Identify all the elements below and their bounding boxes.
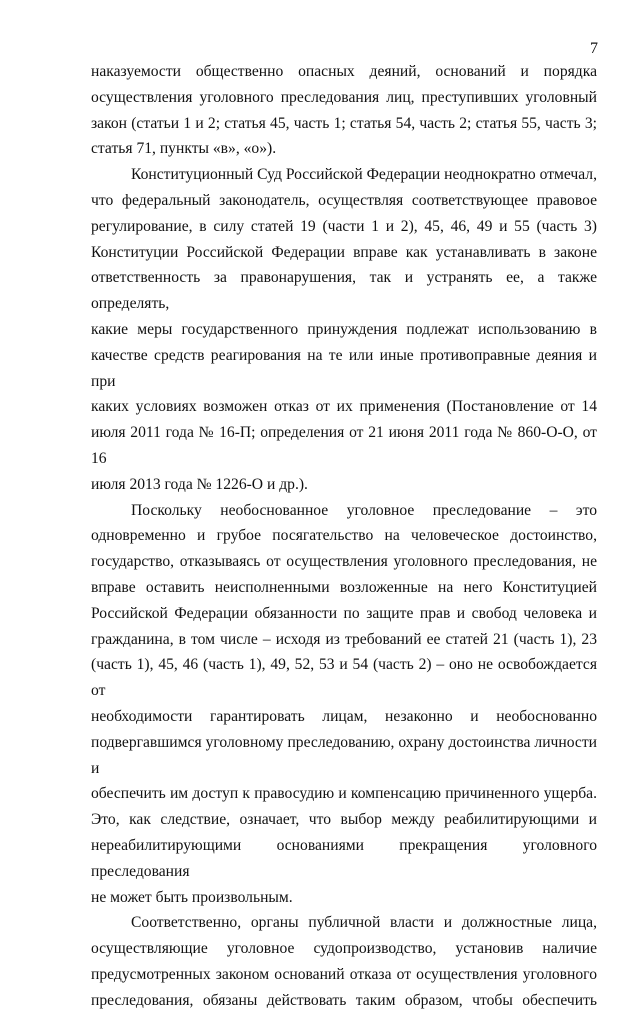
text-line: закон (статьи 1 и 2; статья 45, часть 1; статья 54, часть 2; статья 55, часть 3; <box>91 114 597 132</box>
paragraph-2 <box>91 162 597 497</box>
text-line: какие меры государственного принуждения подлежат использованию в <box>91 320 597 338</box>
text-line: вправе оставить неисполненными возложенные на него Конституцией <box>91 578 597 596</box>
text-line: нереабилитирующими основаниями прекращения уголовного преследования <box>91 836 597 880</box>
text-line: предусмотренных законом оснований отказа от осуществления уголовного <box>91 965 597 983</box>
text-line: осуществления уголовного преследования лиц, преступивших уголовный <box>91 88 597 106</box>
text-line: Это, как следствие, означает, что выбор между реабилитирующими и <box>91 811 597 829</box>
text-line: что федеральный законодатель, осуществляя соответствующее правовое <box>91 191 597 209</box>
text-line: Конституционный Суд Российской Федерации неоднократно отмечал, <box>131 166 597 184</box>
text-line: преследования, обязаны действовать таким образом, чтобы обеспечить <box>91 991 597 1009</box>
text-line: гражданина, в том числе – исходя из требований ее статей 21 (часть 1), 23 <box>91 630 597 648</box>
paragraph-4 <box>91 910 597 1013</box>
text-line: июля 2013 года № 1226-О и др.). <box>91 475 308 493</box>
text-line: регулирование, в силу статей 19 (части 1 и 2), 45, 46, 49 и 55 (часть 3) <box>91 217 597 235</box>
page-number: 7 <box>590 40 598 57</box>
text-line: осуществляющие уголовное судопроизводство, установив наличие <box>91 940 597 958</box>
text-line: Российской Федерации обязанности по защите прав и свобод человека и <box>91 604 597 622</box>
text-line: не может быть произвольным. <box>91 888 293 906</box>
text-line: каких условиях возможен отказ от их применения (Постановление от 14 <box>91 398 597 416</box>
paragraph-1 <box>91 59 597 162</box>
text-line: Поскольку необоснованное уголовное преследование – это <box>131 501 597 519</box>
text-line: обеспечить им доступ к правосудию и компенсацию причиненного ущерба. <box>91 785 597 803</box>
text-line: Конституции Российской Федерации вправе как устанавливать в законе <box>91 243 597 261</box>
text-line: ответственность за правонарушения, так и устранять ее, а также определять, <box>91 269 597 313</box>
text-line: наказуемости общественно опасных деяний, оснований и порядка <box>91 63 597 80</box>
text-line: июля 2011 года № 16-П; определения от 21 июня 2011 года № 860-О-О, от 16 <box>91 424 597 467</box>
text-line: государство, отказываясь от осуществления уголовного преследования, не <box>91 553 597 571</box>
text-line: (часть 1), 45, 46 (часть 1), 49, 52, 53 и 54 (часть 2) – оно не освобождается от <box>91 656 597 700</box>
document-body <box>91 59 597 1013</box>
text-line: статья 71, пункты «в», «о»). <box>91 140 277 158</box>
paragraph-3 <box>91 498 597 911</box>
text-line: Соответственно, органы публичной власти и должностные лица, <box>131 914 597 932</box>
text-line: одновременно и грубое посягательство на человеческое достоинство, <box>91 527 597 545</box>
text-line: необходимости гарантировать лицам, незаконно и необоснованно <box>91 707 597 725</box>
text-line: подвергавшимся уголовному преследованию, охрану достоинства личности и <box>91 733 597 777</box>
text-line: качестве средств реагирования на те или иные противоправные деяния и при <box>91 346 597 390</box>
